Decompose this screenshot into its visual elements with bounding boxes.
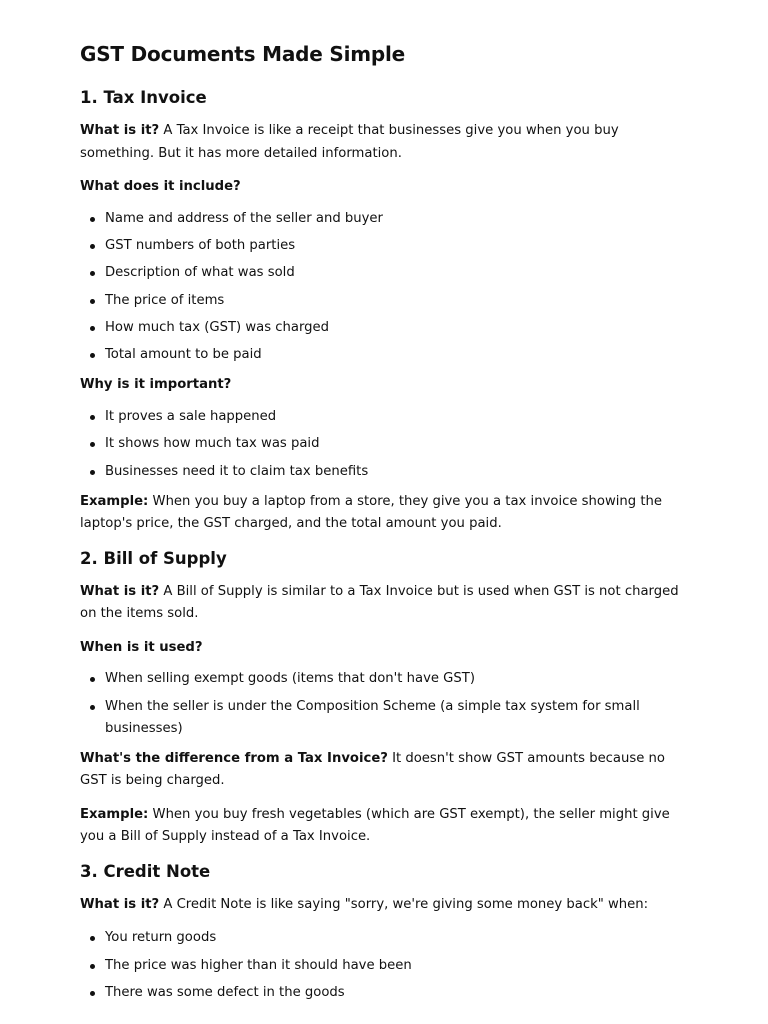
example-paragraph (80, 491, 688, 536)
definition-label: What is it? (80, 896, 160, 912)
include-list (80, 208, 688, 367)
definition-paragraph (80, 581, 688, 626)
why-label-paragraph (80, 374, 688, 397)
definition-text: A Tax Invoice is like a receipt that businesses give you when you buy something. But it has more detailed information. (80, 123, 619, 161)
section-heading: 2. Bill of Supply (80, 548, 227, 568)
why-list (80, 406, 688, 483)
list-item: There was some defect in the goods (105, 982, 688, 1004)
section-bill-of-supply (80, 547, 688, 849)
list-item: Total amount to be paid (105, 344, 688, 366)
when-list (80, 668, 688, 739)
section-tax-invoice (80, 86, 688, 536)
when-label: When is it used? (80, 639, 203, 655)
difference-text: It doesn't show GST amounts because no GST is being charged. (80, 750, 665, 789)
example-text: When you buy a laptop from a store, they give you a tax invoice showing the laptop's price, the GST charged, and the total amount you paid. (80, 493, 662, 532)
definition-paragraph (80, 120, 688, 165)
list-item: Description of what was sold (105, 262, 688, 284)
difference-label: What's the difference from a Tax Invoice? (80, 750, 388, 766)
list-item: When the seller is under the Composition Scheme (a simple tax system for small businesses) (105, 696, 688, 740)
section-heading: 1. Tax Invoice (80, 88, 207, 107)
why-label: Why is it important? (80, 377, 232, 393)
when-label-paragraph (80, 637, 688, 660)
difference-paragraph (80, 748, 688, 793)
list-item: The price of items (105, 290, 688, 312)
example-paragraph (80, 804, 688, 849)
list-item: The price was higher than it should have been (105, 955, 688, 977)
definition-text: A Bill of Supply is similar to a Tax Invoice but is used when GST is not charged on the items sold. (80, 583, 679, 622)
list-item: It shows how much tax was paid (105, 433, 688, 455)
list-item: Businesses need it to claim tax benefits (105, 461, 688, 483)
reasons-list (80, 927, 688, 1004)
definition-text: A Credit Note is like saying "sorry, we're giving some money back" when: (159, 896, 649, 912)
example-label: Example: (80, 806, 149, 822)
section-credit-note (80, 860, 688, 1004)
page-title: GST Documents Made Simple (80, 42, 406, 66)
list-item: When selling exempt goods (items that don't have GST) (105, 668, 688, 690)
include-label: What does it include? (80, 179, 241, 194)
definition-label: What is it? (80, 123, 160, 138)
section-heading: 3. Credit Note (80, 861, 211, 881)
definition-label: What is it? (80, 583, 160, 599)
include-label-paragraph (80, 176, 688, 199)
definition-paragraph (80, 894, 688, 917)
list-item: You return goods (105, 927, 688, 949)
example-label: Example: (80, 493, 149, 509)
list-item: GST numbers of both parties (105, 235, 688, 257)
list-item: It proves a sale happened (105, 406, 688, 428)
example-text: When you buy fresh vegetables (which are GST exempt), the seller might give you a Bill of Supply instead of a Tax Invoice. (80, 806, 670, 845)
list-item: How much tax (GST) was charged (105, 317, 688, 339)
list-item: Name and address of the seller and buyer (105, 208, 688, 230)
